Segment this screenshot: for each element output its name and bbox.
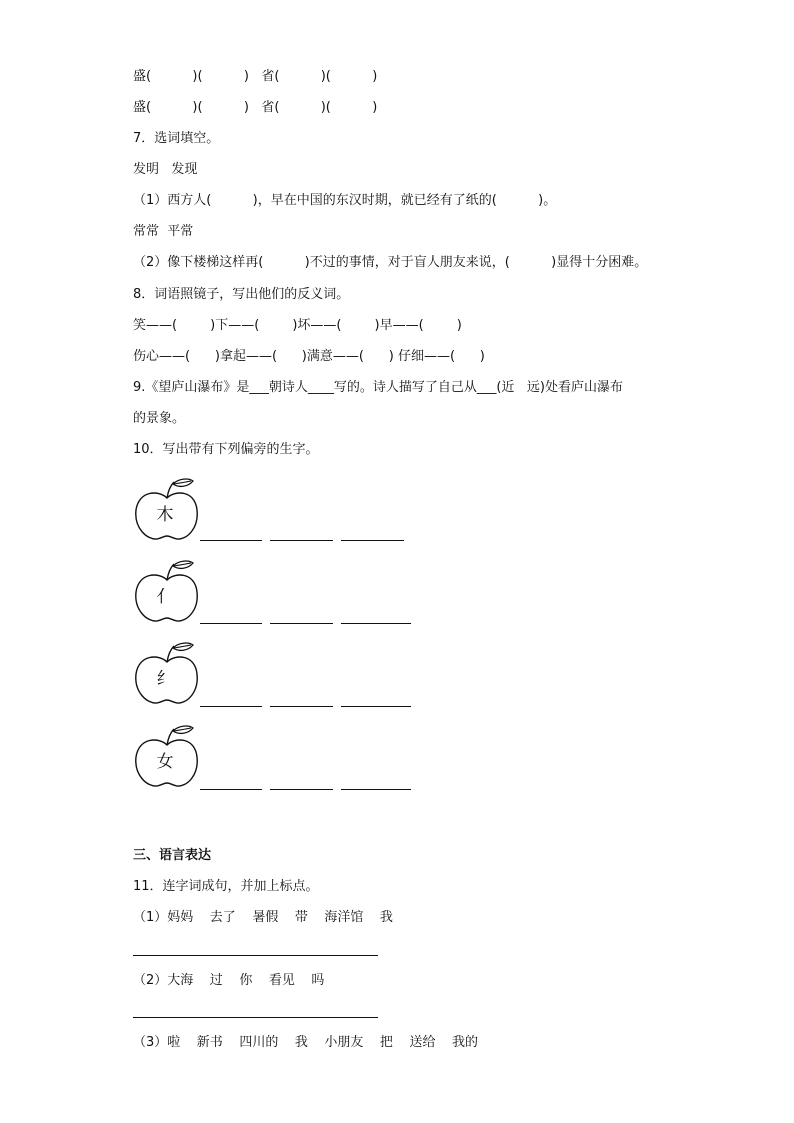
radical-label: 亻 — [156, 587, 174, 607]
question-7-word-options-2: 常常 平常 — [133, 224, 194, 239]
question-11-item-1: （1）妈妈 去了 暑假 带 海洋馆 我 — [133, 910, 393, 925]
apple-icon — [133, 476, 201, 544]
apple-icon — [133, 640, 201, 708]
answer-blank — [200, 623, 262, 624]
answer-blank — [270, 540, 333, 541]
answer-blank — [200, 540, 262, 541]
question-10-title: 10．写出带有下列偏旁的生字。 — [133, 442, 319, 457]
question-11-title: 11．连字词成句，并加上标点。 — [133, 879, 319, 894]
answer-line — [133, 1017, 378, 1018]
question-8-row-2: 伤心——( )拿起——( )满意——( ) 仔细——( ) — [133, 349, 485, 364]
question-11-item-3: （3）啦 新书 四川的 我 小朋友 把 送给 我的 — [133, 1035, 478, 1050]
question-7-title: 7．选词填空。 — [133, 131, 220, 146]
answer-blank — [341, 706, 411, 707]
answer-blank — [200, 706, 262, 707]
answer-blank — [341, 789, 411, 790]
text-line-sheng-sheng-1: 盛( )( ) 省( )( ) — [133, 69, 378, 84]
question-9-line-1: 9.《望庐山瀑布》是___朝诗人____写的。诗人描写了自己从___(近 远)处看庐山瀑布 — [133, 380, 623, 395]
answer-blank — [200, 789, 262, 790]
text-line-sheng-sheng-2: 盛( )( ) 省( )( ) — [133, 100, 378, 115]
question-8-title: 8．词语照镜子，写出他们的反义词。 — [133, 287, 350, 302]
question-8-row-1: 笑——( )下——( )坏——( )早——( ) — [133, 318, 462, 333]
answer-blank — [270, 706, 333, 707]
answer-blank — [270, 789, 333, 790]
radical-label: 木 — [156, 505, 174, 525]
answer-line — [133, 955, 378, 956]
section-3-heading: 三、语言表达 — [133, 848, 212, 863]
answer-blank — [341, 540, 404, 541]
question-7-word-options-1: 发明 发现 — [133, 162, 198, 177]
answer-blank — [270, 623, 333, 624]
answer-blank — [341, 623, 411, 624]
question-9-line-2: 的景象。 — [133, 411, 186, 426]
radical-label: 纟 — [156, 669, 174, 689]
question-7-item-2: （2）像下楼梯这样再( )不过的事情，对于盲人朋友来说，( )显得十分困难。 — [133, 255, 648, 270]
apple-icon — [133, 723, 201, 791]
question-7-item-1: （1）西方人( )，早在中国的东汉时期，就已经有了纸的( )。 — [133, 193, 557, 208]
radical-label: 女 — [156, 752, 174, 772]
question-11-item-2: （2）大海 过 你 看见 吗 — [133, 973, 325, 988]
apple-icon — [133, 558, 201, 626]
